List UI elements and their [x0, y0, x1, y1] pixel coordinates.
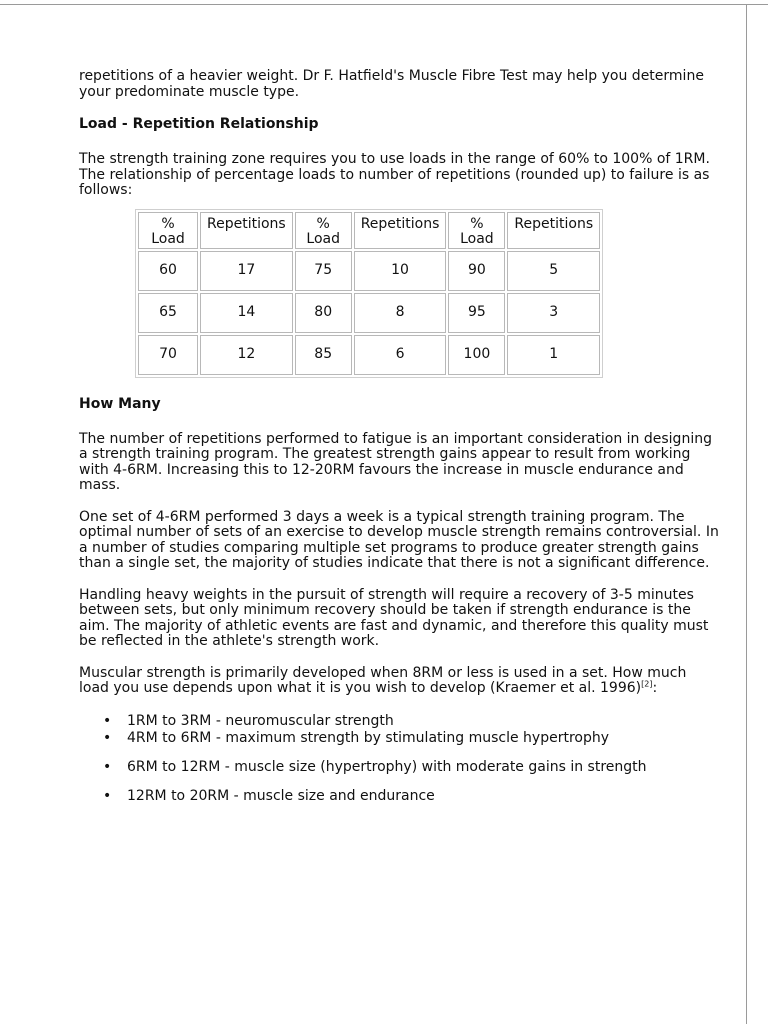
table-cell: 95	[448, 293, 505, 333]
list-item: • 6RM to 12RM - muscle size (hypertrophy) with moderate gains in strength	[127, 759, 719, 776]
table-header-row	[138, 212, 600, 249]
table-cell: 75	[295, 251, 352, 291]
table-cell: 65	[138, 293, 198, 333]
sets-paragraph: One set of 4-6RM performed 3 days a week is a typical strength training program. The optimal number of sets of an exercise to develop muscle strength remains controversial. In a number of studies comparing multiple set programs to produce greater strength gains than a single set, the majority of studies indicate that there is not a significant difference.	[79, 508, 719, 571]
table-cell: 90	[448, 251, 505, 291]
table-cell: 14	[200, 293, 293, 333]
load-repetition-heading: Load - Repetition Relationship	[79, 116, 319, 132]
rm-ranges-list	[79, 713, 719, 805]
table-cell: 10	[354, 251, 447, 291]
header-cell: Repetitions	[507, 212, 600, 249]
table-cell: 1	[507, 335, 600, 375]
repetitions-paragraph: The number of repetitions performed to fatigue is an important consideration in designing a strength training program. The greatest strength gains appear to result from working with 4-6RM. Increasing this to 12-20RM favours the increase in muscle endurance and mass.	[79, 430, 712, 493]
header-cell: % Load	[448, 212, 505, 249]
table-cell: 80	[295, 293, 352, 333]
strength-zone-paragraph: The strength training zone requires you to use loads in the range of 60% to 100% of 1RM. The relationship of percentage loads to number of repetitions (rounded up) to failure is as follows:	[79, 151, 710, 198]
list-item: • 4RM to 6RM - maximum strength by stimulating muscle hypertrophy	[127, 730, 719, 747]
intro-paragraph: repetitions of a heavier weight. Dr F. Hatfield's Muscle Fibre Test may help you determine your predominate muscle type.	[79, 68, 704, 100]
table-cell: 6	[354, 335, 447, 375]
header-cell: Repetitions	[200, 212, 293, 249]
page-right-border	[746, 4, 747, 1024]
table-cell: 12	[200, 335, 293, 375]
table-row	[138, 335, 600, 375]
table-cell: 70	[138, 335, 198, 375]
citation-suffix: :	[652, 680, 658, 696]
header-cell: % Load	[295, 212, 352, 249]
header-cell: % Load	[138, 212, 198, 249]
how-many-heading: How Many	[79, 395, 161, 412]
table-cell: 85	[295, 335, 352, 375]
load-repetition-table	[135, 209, 603, 378]
table-cell: 3	[507, 293, 600, 333]
list-item: • 12RM to 20RM - muscle size and endurance	[127, 788, 719, 805]
recovery-paragraph: Handling heavy weights in the pursuit of strength will require a recovery of 3-5 minutes between sets, but only minimum recovery should be taken if strength endurance is the aim. The majority of athletic events are fast and dynamic, and therefore this quality must be reflected in the athlete's strength work.	[79, 586, 709, 649]
table-cell: 8	[354, 293, 447, 333]
table-row	[138, 293, 600, 333]
list-item: • 1RM to 3RM - neuromuscular strength	[127, 713, 719, 730]
table-cell: 100	[448, 335, 505, 375]
page-top-border	[0, 4, 768, 5]
citation-reference: [2]	[641, 679, 653, 689]
table-row	[138, 251, 600, 291]
table-cell: 60	[138, 251, 198, 291]
muscular-strength-paragraph	[79, 666, 719, 697]
table-cell: 5	[507, 251, 600, 291]
header-cell: Repetitions	[354, 212, 447, 249]
muscular-strength-text: Muscular strength is primarily developed when 8RM or less is used in a set. How much load you use depends upon what it is you wish to develop (Kraemer et al. 1996)	[79, 664, 687, 696]
document-body	[79, 69, 719, 805]
table-cell: 17	[200, 251, 293, 291]
